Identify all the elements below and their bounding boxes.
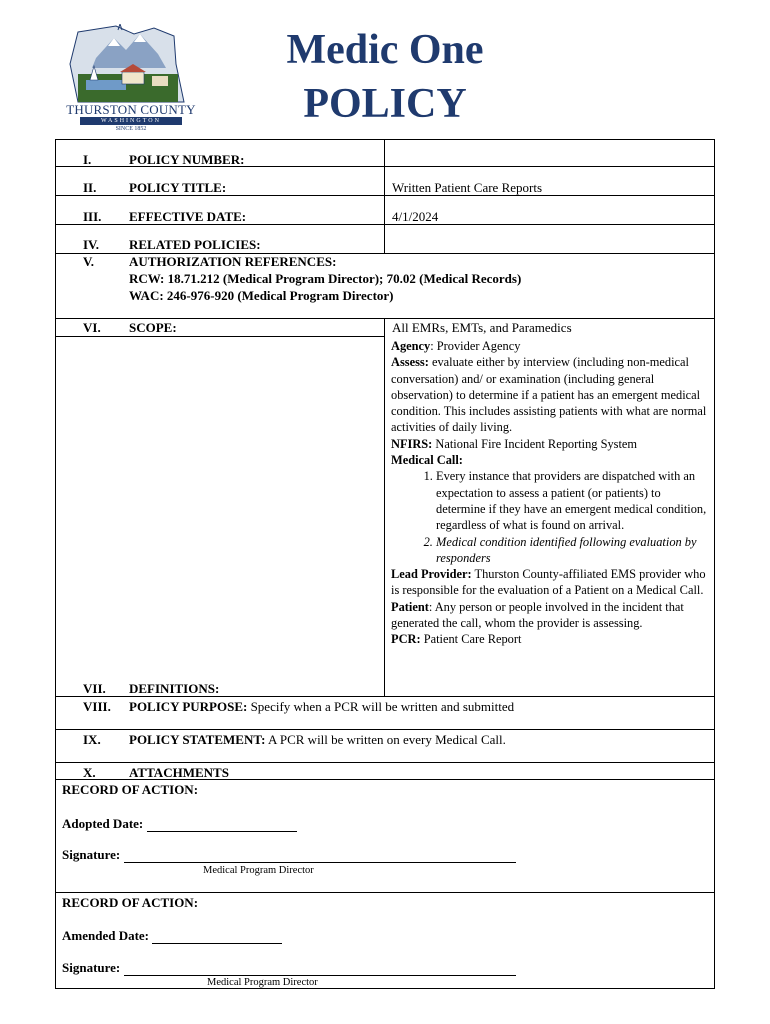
policy-title-label: POLICY TITLE: — [129, 180, 227, 195]
signature-field[interactable]: Signature: — [62, 847, 516, 863]
signature-caption: Medical Program Director — [203, 865, 314, 876]
logo-state-banner: WASHINGTON — [80, 117, 182, 125]
policy-statement: POLICY STATEMENT: A PCR will be written on every Medical Call. — [129, 732, 506, 747]
adopted-date-field[interactable]: Adopted Date: — [62, 816, 297, 832]
row-number: II. — [83, 180, 97, 195]
medical-call-item: 1. Every instance that providers are dispatched with an expectation to assess a patient (or patients) to determine if they have an emergent medical condition, regardless of what is found on arrival. — [436, 468, 707, 533]
effective-date-value: 4/1/2024 — [392, 209, 439, 224]
effective-date-label: EFFECTIVE DATE: — [129, 209, 247, 224]
medical-call-item: 2. Medical condition identified following evaluation by responders — [436, 534, 707, 567]
authorization-wac: WAC: 246-976-920 (Medical Program Director) — [129, 288, 394, 303]
definitions-label: DEFINITIONS: — [129, 681, 220, 696]
scope-label: SCOPE: — [129, 320, 177, 335]
signature-caption: Medical Program Director — [207, 977, 318, 988]
row-number: IV. — [83, 237, 100, 252]
document-title-line2: POLICY — [303, 81, 467, 127]
definition-assess: Assess: evaluate either by interview (including non-medical conversation) and/ or examination (including general observation) to determine if a patient has an emergent medical condition. This includes assisting patients with what are normal activities of daily living. — [391, 355, 707, 435]
row-number: VIII. — [83, 699, 111, 714]
definitions-list — [391, 338, 707, 648]
row-number: X. — [83, 765, 96, 780]
authorization-rcw: RCW: 18.71.212 (Medical Program Director); 70.02 (Medical Records) — [129, 271, 522, 286]
definition-medical-call: Medical Call: — [391, 453, 463, 468]
row-number: VII. — [83, 681, 106, 696]
definition-patient: Patient: Any person or people involved in the incident that generated the call, whom the provider is assessing. — [391, 599, 684, 631]
definition-agency: Agency: Provider Agency — [391, 339, 521, 353]
medical-call-list — [391, 468, 707, 566]
row-number: I. — [83, 152, 92, 167]
record-of-action-heading: RECORD OF ACTION: — [62, 782, 199, 797]
logo-county-name: THURSTON COUNTY — [66, 102, 196, 117]
definition-nfirs: NFIRS: National Fire Incident Reporting System — [391, 436, 638, 451]
row-number: III. — [83, 209, 102, 224]
amended-date-field[interactable]: Amended Date: — [62, 928, 282, 944]
logo-since: SINCE 1852 — [115, 126, 147, 132]
policy-title-value: Written Patient Care Reports — [392, 180, 543, 195]
row-number: VI. — [83, 320, 101, 335]
policy-purpose: POLICY PURPOSE: Specify when a PCR will be written and submitted — [129, 699, 515, 714]
related-policies-label: RELATED POLICIES: — [129, 237, 261, 252]
scope-value: All EMRs, EMTs, and Paramedics — [392, 320, 572, 335]
row-number: V. — [83, 254, 94, 269]
attachments-label: ATTACHMENTS — [129, 765, 229, 780]
definition-pcr: PCR: Patient Care Report — [391, 632, 522, 647]
authorization-label: AUTHORIZATION REFERENCES: — [129, 254, 337, 269]
policy-number-label: POLICY NUMBER: — [129, 152, 245, 167]
record-of-action-heading: RECORD OF ACTION: — [62, 895, 199, 910]
definition-lead-provider: Lead Provider: Thurston County-affiliated EMS provider who is responsible for the evaluation of a Patient on a Medical Call. — [391, 567, 706, 598]
document-title-line1: Medic One — [286, 27, 484, 73]
row-number: IX. — [83, 732, 101, 747]
signature-field[interactable]: Signature: — [62, 960, 516, 976]
